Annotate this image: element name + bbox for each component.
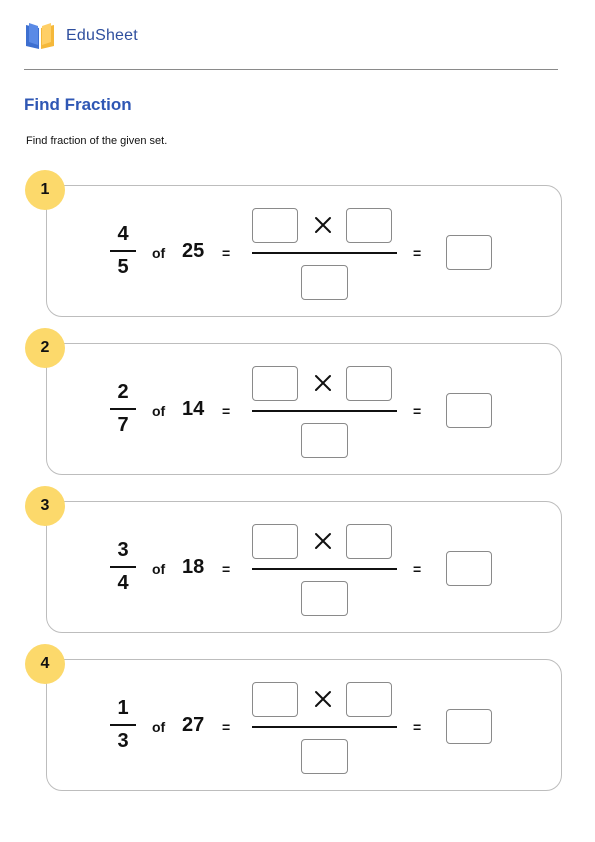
fraction [110,223,136,280]
fraction-bar [110,566,136,568]
fraction-bar [110,408,136,410]
denominator-answer-box[interactable] [301,739,348,774]
of-label: of [152,245,166,261]
fraction [110,381,136,438]
problem-number-badge: 1 [25,170,65,210]
of-label: of [152,403,166,419]
problem-card-3 [46,501,562,633]
problem-number-badge: 4 [25,644,65,684]
equals-sign: = [222,719,231,735]
denominator: 7 [117,414,129,436]
whole-number: 27 [182,714,205,736]
whole-number: 14 [182,398,205,420]
fraction-bar [252,410,397,412]
multiplier-answer-box[interactable] [346,682,392,717]
problem-number-badge: 3 [25,486,65,526]
result-answer-box[interactable] [446,709,492,744]
page-title: Find Fraction [24,95,132,114]
problem-card-1 [46,185,562,317]
equals-sign: = [413,245,422,261]
problem-card-4 [46,659,562,791]
fraction [110,539,136,596]
multiplier-answer-box[interactable] [346,208,392,243]
fraction-bar [252,726,397,728]
fraction [110,697,136,754]
denominator: 3 [117,730,129,752]
multiply-icon [311,529,335,553]
equals-sign: = [222,245,231,261]
multiply-icon [311,687,335,711]
denominator-answer-box[interactable] [301,581,348,616]
of-label: of [152,561,166,577]
open-book-icon [24,21,56,51]
denominator-answer-box[interactable] [301,423,348,458]
numerator-answer-box[interactable] [252,208,298,243]
numerator: 3 [117,539,129,561]
multiplier-answer-box[interactable] [346,366,392,401]
numerator: 4 [117,223,129,245]
denominator: 5 [117,256,129,278]
numerator-answer-box[interactable] [252,682,298,717]
problem-number-badge: 2 [25,328,65,368]
fraction-bar [110,250,136,252]
equals-sign: = [413,561,422,577]
denominator: 4 [117,572,129,594]
fraction-bar [110,724,136,726]
fraction-bar [252,568,397,570]
header [24,20,138,52]
equals-sign: = [222,403,231,419]
numerator: 2 [117,381,129,403]
numerator: 1 [117,697,129,719]
whole-number: 18 [182,556,205,578]
header-divider [24,69,558,70]
brand-name: EduSheet [66,27,138,44]
problem-card-2 [46,343,562,475]
equals-sign: = [413,719,422,735]
multiply-icon [311,371,335,395]
multiplier-answer-box[interactable] [346,524,392,559]
result-answer-box[interactable] [446,551,492,586]
whole-number: 25 [182,240,205,262]
equals-sign: = [222,561,231,577]
result-answer-box[interactable] [446,235,492,270]
numerator-answer-box[interactable] [252,366,298,401]
equals-sign: = [413,403,422,419]
denominator-answer-box[interactable] [301,265,348,300]
result-answer-box[interactable] [446,393,492,428]
fraction-bar [252,252,397,254]
of-label: of [152,719,166,735]
numerator-answer-box[interactable] [252,524,298,559]
instruction-text: Find fraction of the given set. [26,135,168,147]
multiply-icon [311,213,335,237]
